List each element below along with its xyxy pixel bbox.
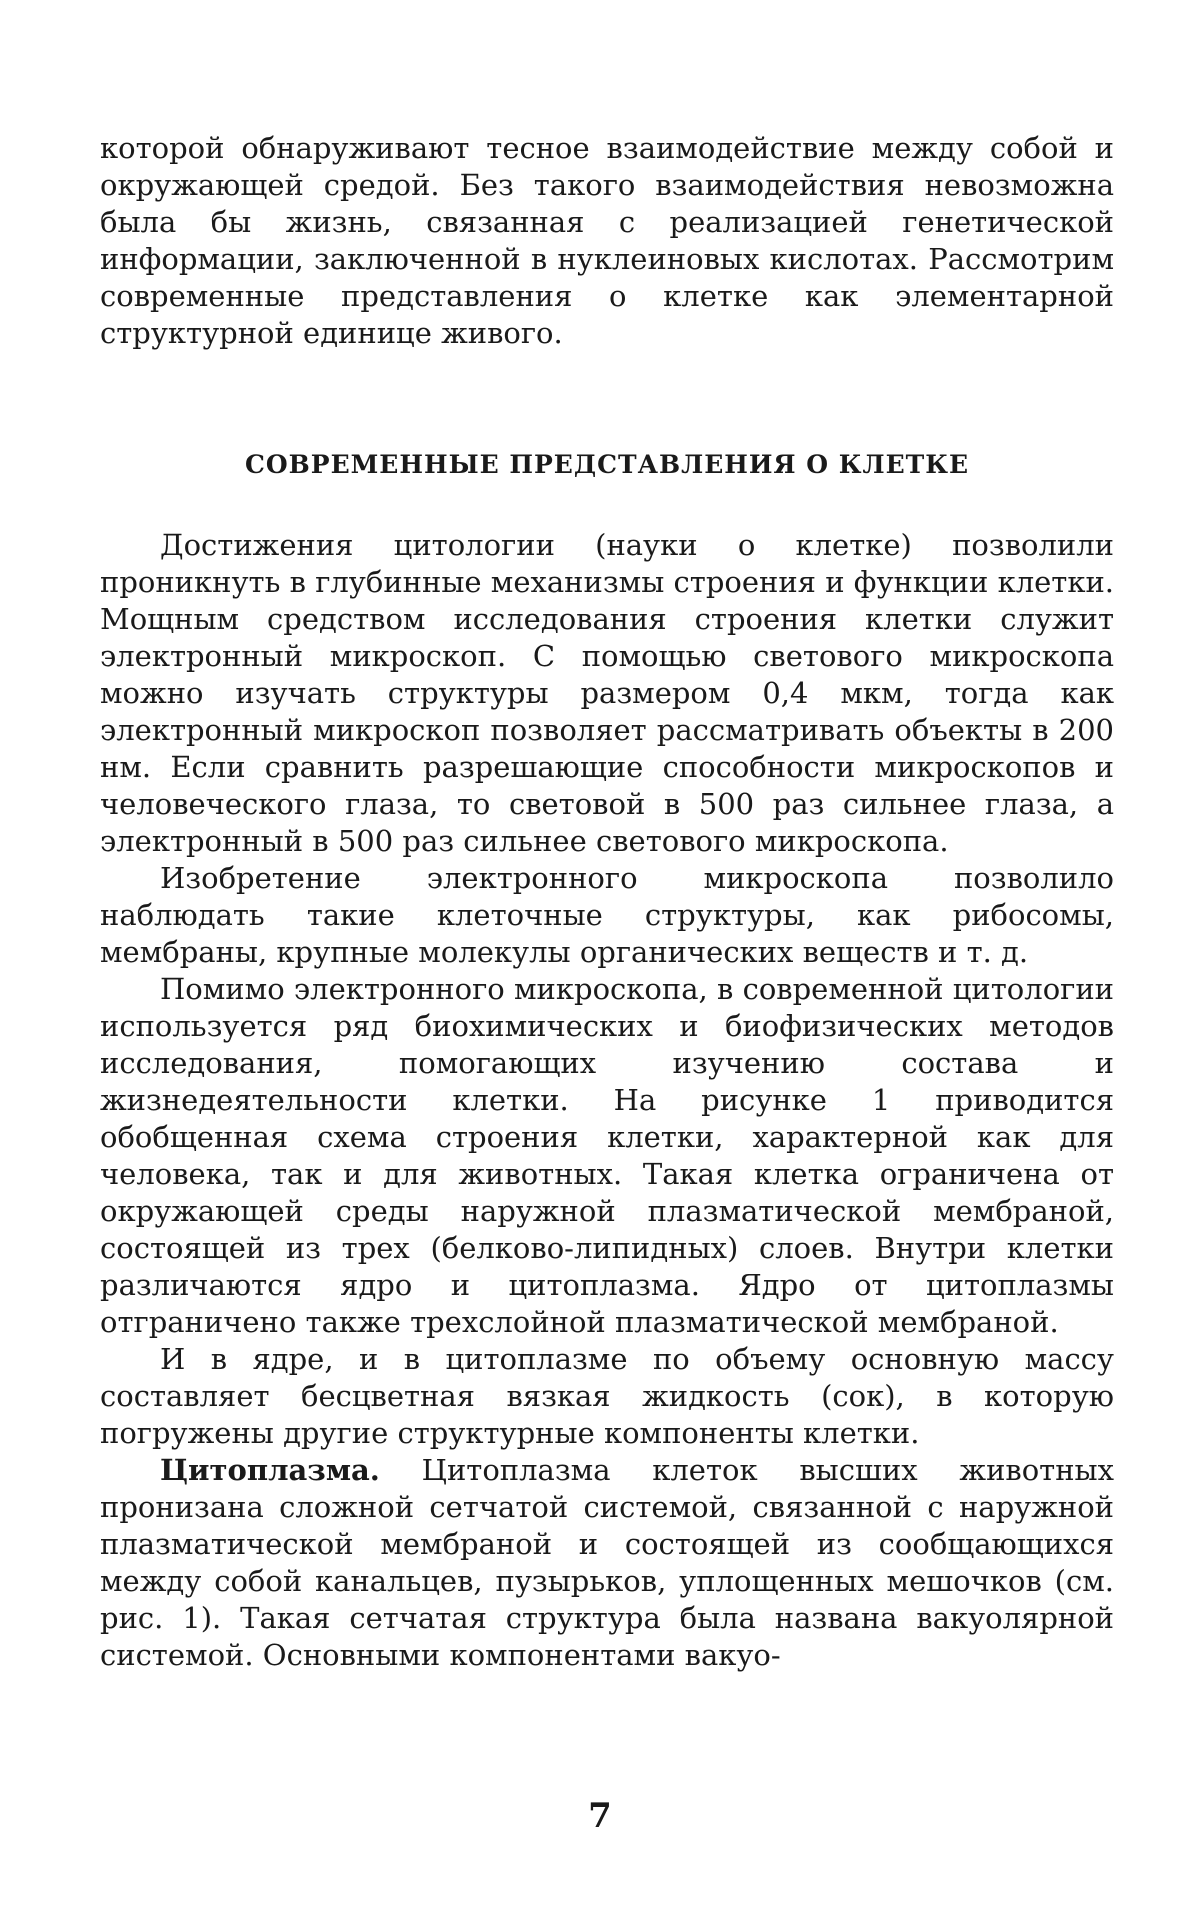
paragraph-intro: которой обнаруживают тесное взаимодействие между собой и окружающей средой. Без такого взаимодействия невозможна была бы жизнь, связанная с реализацией генетической информации, заключенной в нуклеиновых кислотах. Рассмотрим современные представления о клетке как элементарной структурной единице живого.: [100, 131, 1114, 350]
cytoplasm-lead-term: Цитоплазма.: [160, 1453, 380, 1487]
paragraph-cytoplasm: [100, 1452, 1114, 1674]
cytoplasm-text: Цитоплазма клеток высших животных пронизана сложной сетчатой системой, связанной с наружной плазматической мембраной и состоящей из сообщающихся между собой канальцев, пузырьков, уплощенных мешочков (см. рис. 1). Такая сетчатая структура была названа вакуолярной системой. Основными компонентами вакуо-: [100, 1453, 1114, 1672]
paragraph-microscopy: Достижения цитологии (науки о клетке) позволили проникнуть в глубинные механизмы строения и функции клетки. Мощным средством исследования строения клетки служит электронный микроскоп. С помощью светового микроскопа можно изучать структуры размером 0,4 мкм, тогда как электронный микроскоп позволяет рассматривать объекты в 200 нм. Если сравнить разрешающие способности микроскопов и человеческого глаза, то световой в 500 раз сильнее глаза, а электронный в 500 раз сильнее светового микроскопа.: [100, 528, 1114, 858]
paragraph-electron-microscope: Изобретение электронного микроскопа позволило наблюдать такие клеточные структуры, как рибосомы, мембраны, крупные молекулы органических веществ и т. д.: [100, 861, 1114, 969]
page-number: 7: [588, 1796, 612, 1836]
paragraph-cell-sap: И в ядре, и в цитоплазме по объему основную массу составляет бесцветная вязкая жидкость (сок), в которую погружены другие структурные компоненты клетки.: [100, 1342, 1114, 1450]
section-heading: СОВРЕМЕННЫЕ ПРЕДСТАВЛЕНИЯ О КЛЕТКЕ: [244, 450, 970, 479]
paragraph-methods: Помимо электронного микроскопа, в современной цитологии используется ряд биохимических и биофизических методов исследования, помогающих изучению состава и жизнедеятельности клетки. На рисунке 1 приводится обобщенная схема строения клетки, характерной как для человека, так и для животных. Такая клетка ограничена от окружающей среды наружной плазматической мембраной, состоящей из трех (белково-липидных) слоев. Внутри клетки различаются ядро и цитоплазма. Ядро от цитоплазмы отграничено также трехслойной плазматической мембраной.: [100, 972, 1114, 1339]
